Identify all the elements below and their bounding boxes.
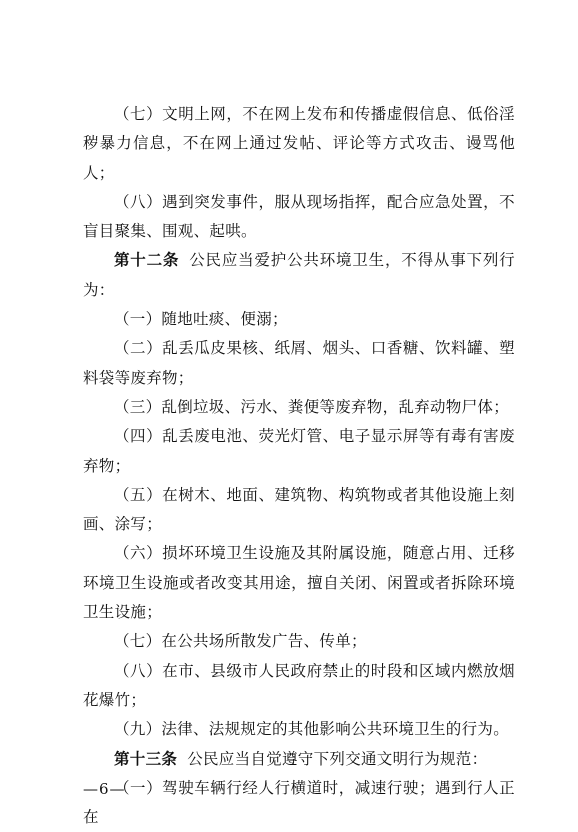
item-paragraph-5-graffiti: （五）在树木、地面、建筑物、构筑物或者其他设施上刻画、涂写；	[83, 485, 515, 534]
item-paragraph-7-flyers: （七）在公共场所散发广告、传单；	[114, 632, 367, 651]
item-paragraph-4-hazardous: （四）乱丢废电池、荧光灯管、电子显示屏等有毒有害废弃物；	[83, 427, 515, 475]
document-body	[83, 100, 515, 832]
page-number: —6—	[83, 780, 126, 798]
article-number: 第十三条	[114, 749, 178, 768]
article-text: 公民应当爱护公共环境卫生，不得从事下列行为：	[83, 251, 515, 299]
item-paragraph-1-spitting: （一）随地吐痰、便溺；	[114, 310, 288, 329]
article-13	[83, 745, 515, 774]
item-paragraph-8-fireworks: （八）在市、县级市人民政府禁止的时段和区域内燃放烟花爆竹；	[83, 661, 515, 709]
article-number: 第十二条	[114, 251, 180, 270]
item-paragraph-8-emergency: （八）遇到突发事件，服从现场指挥，配合应急处置，不盲目聚集、围观、起哄。	[83, 192, 515, 241]
article-12	[83, 246, 515, 305]
item-paragraph-1-crosswalk: （一）驾驶车辆行经人行横道时，减速行驶；遇到行人正在	[83, 778, 515, 827]
article-text: 公民应当自觉遵守下列交通文明行为规范：	[187, 749, 488, 768]
item-paragraph-6-facilities: （六）损坏环境卫生设施及其附属设施，随意占用、迁移环境卫生设施或者改变其用途，擅自关闭、闲置或者拆除环境卫生设施；	[83, 544, 515, 622]
item-paragraph-9-other: （九）法律、法规规定的其他影响公共环境卫生的行为。	[114, 720, 510, 739]
item-paragraph-7-online: （七）文明上网，不在网上发布和传播虚假信息、低俗淫秽暴力信息，不在网上通过发帖、评论等方式攻击、谩骂他人；	[83, 105, 515, 182]
item-paragraph-3-dumping: （三）乱倒垃圾、污水、粪便等废弃物，乱弃动物尸体；	[114, 397, 510, 416]
item-paragraph-2-litter: （二）乱丢瓜皮果核、纸屑、烟头、口香糖、饮料罐、塑料袋等废弃物；	[83, 339, 515, 387]
